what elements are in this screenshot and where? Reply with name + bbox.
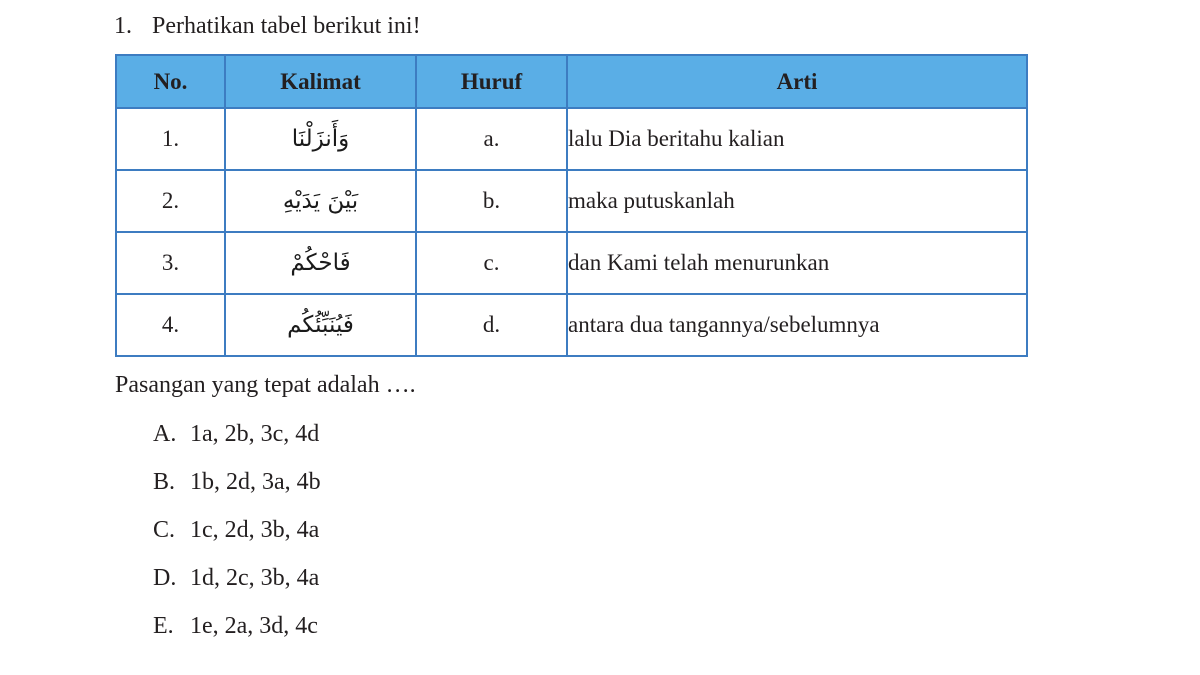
option-d[interactable]	[153, 562, 321, 610]
row-letter: c.	[416, 232, 567, 294]
matching-table	[115, 54, 1028, 357]
row-letter: b.	[416, 170, 567, 232]
row-letter: d.	[416, 294, 567, 356]
row-number: 3.	[116, 232, 225, 294]
answer-options	[153, 418, 321, 658]
option-text: 1b, 2d, 3a, 4b	[190, 469, 321, 495]
header-no: No.	[116, 55, 225, 108]
table-row	[116, 170, 1027, 232]
row-meaning: maka putuskanlah	[567, 170, 1027, 232]
row-number: 4.	[116, 294, 225, 356]
question-title	[114, 9, 421, 43]
option-letter: D.	[153, 565, 177, 591]
row-meaning: lalu Dia beritahu kalian	[567, 108, 1027, 170]
option-text: 1d, 2c, 3b, 4a	[190, 565, 320, 591]
table-header-row	[116, 55, 1027, 108]
table-row	[116, 108, 1027, 170]
arabic-phrase: فَاحْكُمْ	[225, 232, 416, 294]
header-arti: Arti	[567, 55, 1027, 108]
question-prompt: Pasangan yang tepat adalah ….	[115, 372, 416, 398]
option-letter: E.	[153, 613, 174, 639]
arabic-phrase: فَيُنَبِّئُكُم	[225, 294, 416, 356]
row-letter: a.	[416, 108, 567, 170]
option-text: 1c, 2d, 3b, 4a	[190, 517, 320, 543]
option-b[interactable]	[153, 466, 321, 514]
question-text: Perhatikan tabel berikut ini!	[152, 13, 421, 39]
option-letter: A.	[153, 421, 177, 447]
option-c[interactable]	[153, 514, 321, 562]
header-huruf: Huruf	[416, 55, 567, 108]
row-meaning: dan Kami telah menurunkan	[567, 232, 1027, 294]
arabic-phrase: بَيْنَ يَدَيْهِ	[225, 170, 416, 232]
table-row	[116, 294, 1027, 356]
option-letter: B.	[153, 469, 176, 495]
row-number: 1.	[116, 108, 225, 170]
question-number: 1.	[114, 13, 132, 39]
option-letter: C.	[153, 517, 176, 543]
row-meaning: antara dua tangannya/sebelumnya	[567, 294, 1027, 356]
table-row	[116, 232, 1027, 294]
option-e[interactable]	[153, 610, 321, 658]
option-text: 1e, 2a, 3d, 4c	[190, 613, 318, 639]
option-a[interactable]	[153, 418, 321, 466]
row-number: 2.	[116, 170, 225, 232]
arabic-phrase: وَأَنزَلْنَا	[225, 108, 416, 170]
header-kalimat: Kalimat	[225, 55, 416, 108]
option-text: 1a, 2b, 3c, 4d	[190, 421, 320, 447]
